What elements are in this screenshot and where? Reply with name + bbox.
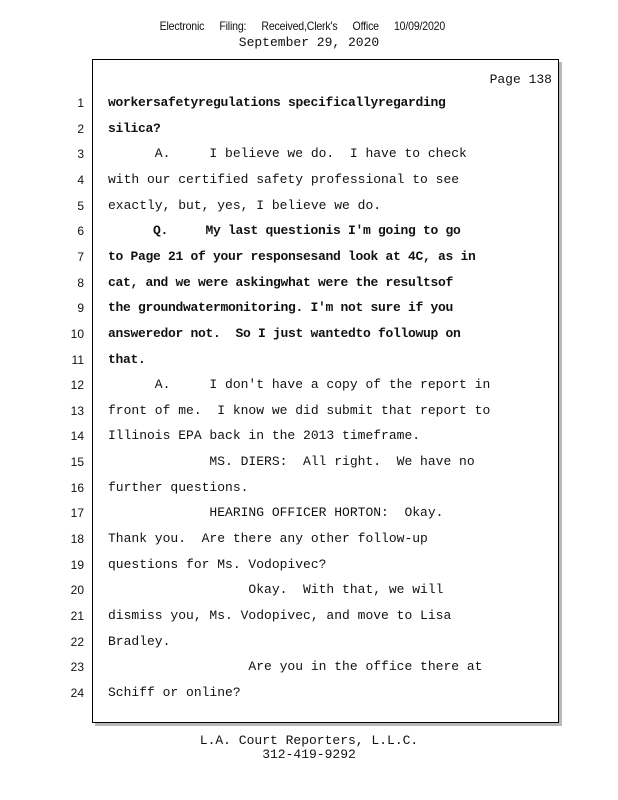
transcript-line: HEARING OFFICER HORTON: Okay. [108,505,444,521]
transcript-line: further questions. [108,479,249,495]
transcript-line: Schiff or online? [108,684,241,700]
transcript-line: exactly, but, yes, I believe we do. [108,197,382,213]
filing-stamp-part: Electronic [159,19,205,33]
transcript-line: Bradley. [108,633,171,649]
transcript-line: A. I believe we do. I have to check [108,146,467,162]
line-number: 15 [70,455,84,470]
transcript-line: Thank you. Are there any other follow-up [108,531,428,547]
line-number: 7 [77,249,84,264]
line-number: 10 [70,326,84,341]
filing-stamp-part: Received,Clerk's [261,19,338,33]
line-number: 14 [70,429,84,444]
line-number: 19 [70,557,84,572]
line-number: 13 [70,403,84,418]
transcript-line: with our certified safety professional to see [108,171,460,187]
line-number: 2 [77,121,84,136]
filing-stamp-part: Filing: [219,19,247,33]
transcript-line: workersafetyregulations specificallyregarding [108,95,446,110]
line-number: 6 [77,224,84,239]
line-number: 4 [77,172,84,187]
line-number: 23 [70,660,84,675]
transcript-line: answeredor not. So I just wantedto followup on [108,325,461,341]
line-number: 24 [70,685,84,700]
line-number: 17 [70,506,84,521]
line-number: 1 [77,96,84,110]
line-number: 20 [70,583,84,598]
line-number: 3 [77,147,84,162]
line-number: 21 [70,609,84,623]
transcript-line: A. I don't have a copy of the report in [108,377,491,393]
line-number: 9 [77,301,84,316]
line-number: 8 [77,275,84,290]
line-number: 22 [70,634,84,649]
transcript-line: dismiss you, Ms. Vodopivec, and move to Lisa [108,608,452,623]
filing-stamp [37,19,581,33]
line-number: 11 [71,352,84,367]
filing-stamp-part: Office [352,19,379,33]
line-number: 12 [70,378,84,393]
transcript-line: MS. DIERS: All right. We have no [108,454,475,470]
footer-phone: 312-419-9292 [262,747,356,762]
line-number: 5 [77,198,84,213]
transcript-line: Okay. With that, we will [108,582,444,598]
filing-stamp-part: 10/09/2020 [393,19,446,33]
transcript-line: that. [108,351,146,367]
transcript-line: silica? [108,120,161,136]
page-number: Page 138 [489,72,552,87]
line-number: 18 [70,532,84,547]
transcript-date: September 29, 2020 [238,35,380,50]
transcript-line: Illinois EPA back in the 2013 timeframe. [108,428,421,444]
footer-company: L.A. Court Reporters, L.L.C. [199,733,419,748]
transcript-line: Are you in the office there at [108,659,483,675]
transcript-line: front of me. I know we did submit that report to [108,402,491,418]
transcript-line: cat, and we were askingwhat were the resultsof [108,274,454,290]
transcript-line: Q. My last questionis I'm going to go [108,223,461,239]
transcript-line: to Page 21 of your responsesand look at 4C, as in [108,248,476,264]
line-number: 16 [70,480,84,495]
transcript-line: questions for Ms. Vodopivec? [108,556,327,572]
transcript-line: the groundwatermonitoring. I'm not sure if you [108,300,454,316]
